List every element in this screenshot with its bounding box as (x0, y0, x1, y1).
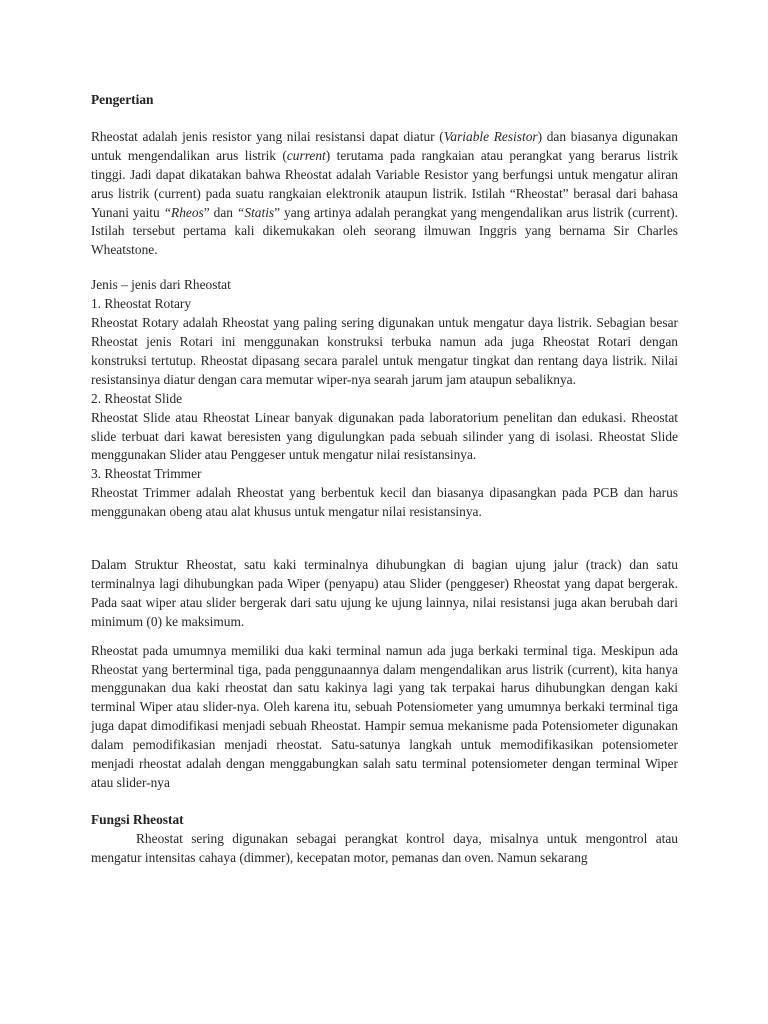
heading-fungsi: Fungsi Rheostat (91, 811, 184, 827)
pengertian-italic-variable-resistor: Variable Resistor (443, 128, 538, 144)
heading-pengertian: Pengertian (91, 92, 154, 107)
trimmer-paragraph: Rheostat Trimmer adalah Rheostat yang berbentuk kecil dan biasanya dipasangkan pada PCB dan harus menggunakan obeng atau alat khusus untuk mengatur nilai resistansinya. (91, 485, 678, 520)
pengertian-italic-current: current (286, 147, 326, 163)
fungsi-paragraph: Rheostat sering digunakan sebagai perangkat kontrol daya, misalnya untuk mengontrol atau mengatur intensitas cahaya (dimmer), kecepatan motor, pemanas dan oven. Namun sekarang (91, 830, 678, 865)
pengertian-italic-rheos: “Rheos (163, 204, 204, 220)
pengertian-text-1: Rheostat adalah jenis resistor yang nilai resistansi dapat diatur ( (91, 128, 444, 144)
rotary-paragraph: Rheostat Rotary adalah Rheostat yang paling sering digunakan untuk mengatur daya listrik. Sebagian besar Rheostat jenis Rotari ini menggunakan konstruksi terbuka namun ada juga Rheostat Rotari dengan konstruksi tertutup. Rheostat dipasang secara paralel untuk mengatur tingkat dan rentang daya listrik. Nilai resistansinya diatur dengan cara memutar wiper-nya searah jarum jam ataupun sebaliknya. (91, 315, 678, 387)
pengertian-paragraph (91, 128, 678, 260)
terminal-paragraph: Rheostat pada umumnya memiliki dua kaki terminal namun ada juga berkaki terminal tiga. Meskipun ada Rheostat yang berterminal tiga, pada penggunaannya dalam mengendalikan arus listrik (current), kita hanya menggunakan dua kaki rheostat dan satu kakinya lagi yang tak terpakai harus dihubungkan dengan kaki terminal Wiper atau slider-nya. Oleh karena itu, sebuah Potensiometer yang umumnya berkaki terminal tiga juga dapat dimodifikasi menjadi sebuah Rheostat. Hampir semua mekanisme pada Potensiometer digunakan dalam pemodifikasian menjadi rheostat. Satu-satunya langkah untuk memodifikasikan potensiometer menjadi rheostat adalah dengan menggabungkan salah satu terminal potensiometer dengan terminal Wiper atau slider-nya (91, 642, 678, 790)
pengertian-text-2: ) dan biasanya digunakan untuk mengendalikan arus listrik ( (91, 128, 678, 163)
jenis-title: Jenis – jenis dari Rheostat (91, 277, 231, 293)
pengertian-text-4: ” dan (203, 204, 237, 220)
trimmer-title: 3. Rheostat Trimmer (91, 466, 202, 482)
slide-title: 2. Rheostat Slide (91, 390, 183, 406)
document-content (91, 91, 678, 868)
struktur-paragraph: Dalam Struktur Rheostat, satu kaki terminalnya dihubungkan di bagian ujung jalur (track) dan satu terminalnya lagi dihubungkan pada Wiper (penyapu) atau Slider (penggeser) Rheostat yang dapat bergerak. Pada saat wiper atau slider bergerak dari satu ujung ke ujung lainnya, nilai resistansi juga akan berubah dari minimum (0) ke maksimum. (91, 557, 678, 629)
slide-paragraph: Rheostat Slide atau Rheostat Linear banyak digunakan pada laboratorium penelitan dan edukasi. Rheostat slide terbuat dari kawat beresisten yang digulungkan pada sebuah silinder yang di isolasi. Rheostat Slide menggunakan Slider atau Penggeser untuk mengatur nilai resistansinya. (91, 409, 678, 463)
pengertian-italic-statis: “Statis (236, 204, 275, 220)
pengertian-text-5: ” yang artinya adalah perangkat yang mengendalikan arus listrik (current). Istilah tersebut pertama kali dikemukakan oleh seorang ilmuwan Inggris yang bernama Sir Charles Wheatstone. (91, 204, 678, 258)
pengertian-text-3: ) terutama pada rangkaian atau perangkat yang berarus listrik tinggi. Jadi dapat dikatakan bahwa Rheostat adalah Variable Resistor yang berfungsi untuk mengatur aliran arus listrik (current) pada suatu rangkaian elektronik ataupun listrik. Istilah “Rheostat” berasal dari bahasa Yunani yaitu (91, 147, 678, 220)
rotary-title: 1. Rheostat Rotary (91, 296, 192, 312)
